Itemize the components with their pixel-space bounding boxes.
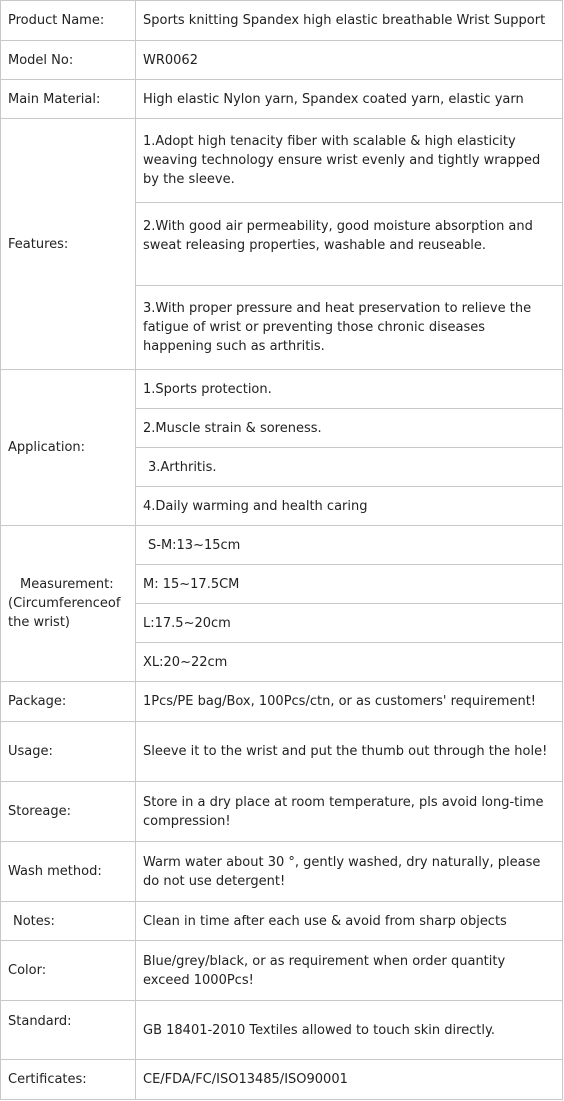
- label-package: Package:: [1, 682, 136, 722]
- row-storeage: [1, 782, 563, 842]
- label-certificates: Certificates:: [1, 1060, 136, 1100]
- label-measurement-sub: (Circumferenceof the wrist): [8, 596, 121, 630]
- value-application-2: 2.Muscle strain & soreness.: [136, 409, 563, 448]
- value-measurement-4: XL:20~22cm: [136, 643, 563, 682]
- row-color: [1, 941, 563, 1001]
- value-standard: GB 18401-2010 Textiles allowed to touch skin directly.: [136, 1001, 563, 1060]
- value-certificates: CE/FDA/FC/ISO13485/ISO90001: [136, 1060, 563, 1100]
- label-storeage: Storeage:: [1, 782, 136, 842]
- value-storeage: Store in a dry place at room temperature, pls avoid long-time compression!: [136, 782, 563, 842]
- label-measurement-title: Measurement:: [20, 577, 114, 592]
- label-standard: Standard:: [1, 1001, 136, 1060]
- row-measurement-1: [1, 526, 563, 565]
- value-color: Blue/grey/black, or as requirement when order quantity exceed 1000Pcs!: [136, 941, 563, 1001]
- label-usage: Usage:: [1, 722, 136, 782]
- value-application-3: 3.Arthritis.: [136, 448, 563, 487]
- label-model-no: Model No:: [1, 41, 136, 80]
- label-product-name: Product Name:: [1, 1, 136, 41]
- value-notes: Clean in time after each use & avoid from sharp objects: [136, 902, 563, 941]
- value-measurement-2: M: 15~17.5CM: [136, 565, 563, 604]
- row-product-name: [1, 1, 563, 41]
- label-measurement: [1, 526, 136, 682]
- label-notes: Notes:: [1, 902, 136, 941]
- row-wash-method: [1, 842, 563, 902]
- label-features: Features:: [1, 119, 136, 370]
- row-standard: [1, 1001, 563, 1060]
- row-certificates: [1, 1060, 563, 1100]
- row-features-1: [1, 119, 563, 203]
- value-package: 1Pcs/PE bag/Box, 100Pcs/ctn, or as customers' requirement!: [136, 682, 563, 722]
- row-model-no: [1, 41, 563, 80]
- value-product-name: Sports knitting Spandex high elastic breathable Wrist Support: [136, 1, 563, 41]
- row-package: [1, 682, 563, 722]
- label-main-material: Main Material:: [1, 80, 136, 119]
- value-feature-3: 3.With proper pressure and heat preservation to relieve the fatigue of wrist or preventing those chronic diseases happening such as arthritis.: [136, 286, 563, 370]
- row-application-1: [1, 370, 563, 409]
- value-measurement-1: S-M:13~15cm: [136, 526, 563, 565]
- label-wash-method: Wash method:: [1, 842, 136, 902]
- row-main-material: [1, 80, 563, 119]
- value-model-no: WR0062: [136, 41, 563, 80]
- value-main-material: High elastic Nylon yarn, Spandex coated yarn, elastic yarn: [136, 80, 563, 119]
- value-feature-1: 1.Adopt high tenacity fiber with scalable & high elasticity weaving technology ensure wrist evenly and tightly wrapped by the sleeve.: [136, 119, 563, 203]
- value-measurement-3: L:17.5~20cm: [136, 604, 563, 643]
- value-usage: Sleeve it to the wrist and put the thumb out through the hole!: [136, 722, 563, 782]
- value-application-4: 4.Daily warming and health caring: [136, 487, 563, 526]
- value-feature-2: 2.With good air permeability, good moisture absorption and sweat releasing properties, washable and reuseable.: [136, 203, 563, 286]
- label-color: Color:: [1, 941, 136, 1001]
- value-wash-method: Warm water about 30 °, gently washed, dry naturally, please do not use detergent!: [136, 842, 563, 902]
- row-usage: [1, 722, 563, 782]
- value-application-1: 1.Sports protection.: [136, 370, 563, 409]
- label-application: Application:: [1, 370, 136, 526]
- row-notes: [1, 902, 563, 941]
